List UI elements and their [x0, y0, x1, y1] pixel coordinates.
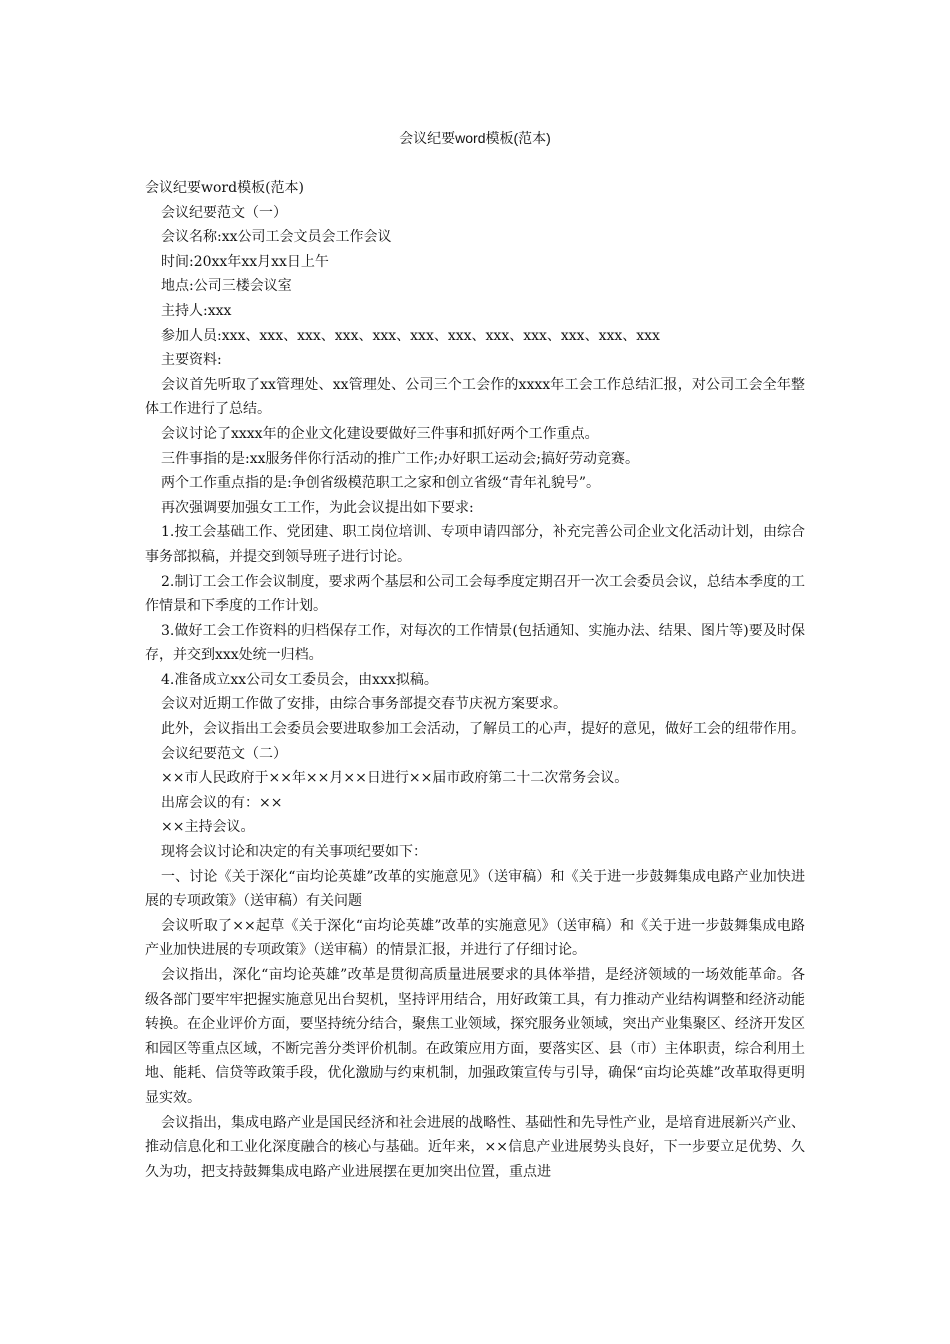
document-title: 会议纪要word模板(范本): [399, 130, 551, 146]
paragraph: 会议听取了××起草《关于深化“亩均论英雄”改革的实施意见》（送审稿）和《关于进一步鼓舞集成电路产业加快进展的专项政策》（送审稿）的情景汇报，并进行了仔细讨论。: [145, 917, 805, 959]
section-heading-1: 会议纪要范文（一）: [161, 204, 287, 221]
section-heading-2: 会议纪要范文（二）: [161, 745, 287, 762]
document-body: [145, 176, 805, 1184]
paragraph: ××市人民政府于××年××月××日进行××届市政府第二十二次常务会议。: [161, 770, 629, 787]
body-heading: 会议纪要word模板(范本): [145, 180, 304, 196]
list-item: 4.准备成立xx公司女工委员会，由xxx拟稿。: [161, 671, 438, 688]
paragraph: 三件事指的是:xx服务伴你行活动的推广工作;办好职工运动会;搞好劳动竞赛。: [161, 450, 639, 467]
paragraph: 会议首先听取了xx管理处、xx管理处、公司三个工会作的xxxx年工会工作总结汇报，对公司工会全年整体工作进行了总结。: [145, 376, 805, 418]
paragraph: 会议指出，集成电路产业是国民经济和社会进展的战略性、基础性和先导性产业，是培育进展新兴产业、推动信息化和工业化深度融合的核心与基础。近年来，××信息产业进展势头良好，下一步要立足优势、久久为功，把支持鼓舞集成电路产业进展摆在更加突出位置，重点进: [145, 1114, 805, 1180]
paragraph: 现将会议讨论和决定的有关事项纪要如下：: [161, 844, 427, 861]
paragraph: 会议指出，深化“亩均论英雄”改革是贯彻高质量进展要求的具体举措，是经济领域的一场效能革命。各级各部门要牢牢把握实施意见出台契机，坚持评用结合，用好政策工具，有力推动产业结构调整和经济动能转换。在企业评价方面，要坚持统分结合，聚焦工业领域，探究服务业领域，突出产业集聚区、经济开发区和园区等重点区域，不断完善分类评价机制。在政策应用方面，要落实区、县（市）主体职责，综合利用土地、能耗、信贷等政策手段，优化激励与约束机制，加强政策宣传与引导，确保“亩均论英雄”改革取得更明显实效。: [145, 967, 805, 1106]
list-item: 1.按工会基础工作、党团建、职工岗位培训、专项申请四部分，补充完善公司企业文化活动计划，由综合事务部拟稿，并提交到领导班子进行讨论。: [145, 524, 805, 565]
meeting-host: 主持人:xxx: [161, 302, 232, 319]
paragraph: 出席会议的有：××: [161, 794, 283, 811]
paragraph: ××主持会议。: [161, 819, 255, 836]
paragraph: 两个工作重点指的是:争创省级模范职工之家和创立省级“青年礼貌号”。: [161, 475, 601, 492]
paragraph: 会议对近期工作做了安排，由综合事务部提交春节庆祝方案要求。: [161, 696, 567, 713]
paragraph: 会议讨论了xxxx年的企业文化建设要做好三件事和抓好两个工作重点。: [161, 425, 599, 442]
meeting-name: 会议名称:xx公司工会文员会工作会议: [161, 229, 392, 246]
list-item: 3.做好工会工作资料的归档保存工作，对每次的工作情景(包括通知、实施办法、结果、图片等)要及时保存，并交到xxx处统一归档。: [145, 622, 805, 664]
list-item: 2.制订工会工作会议制度，要求两个基层和公司工会每季度定期召开一次工会委员会议，总结本季度的工作情景和下季度的工作计划。: [145, 573, 805, 615]
agenda-item: 一、讨论《关于深化“亩均论英雄”改革的实施意见》（送审稿）和《关于进一步鼓舞集成电路产业加快进展的专项政策》（送审稿）有关问题: [145, 868, 805, 910]
paragraph: 此外，会议指出工会委员会要进取参加工会活动，了解员工的心声，提好的意见，做好工会的纽带作用。: [161, 721, 805, 738]
meeting-attendees: 参加人员:xxx、xxx、xxx、xxx、xxx、xxx、xxx、xxx、xxx、xxx、xxx、xxx: [161, 327, 660, 344]
paragraph: 再次强调要加强女工工作，为此会议提出如下要求:: [161, 499, 474, 516]
main-content-label: 主要资料:: [161, 352, 222, 369]
meeting-time: 时间:20xx年xx月xx日上午: [161, 253, 329, 270]
meeting-location: 地点:公司三楼会议室: [161, 278, 292, 295]
